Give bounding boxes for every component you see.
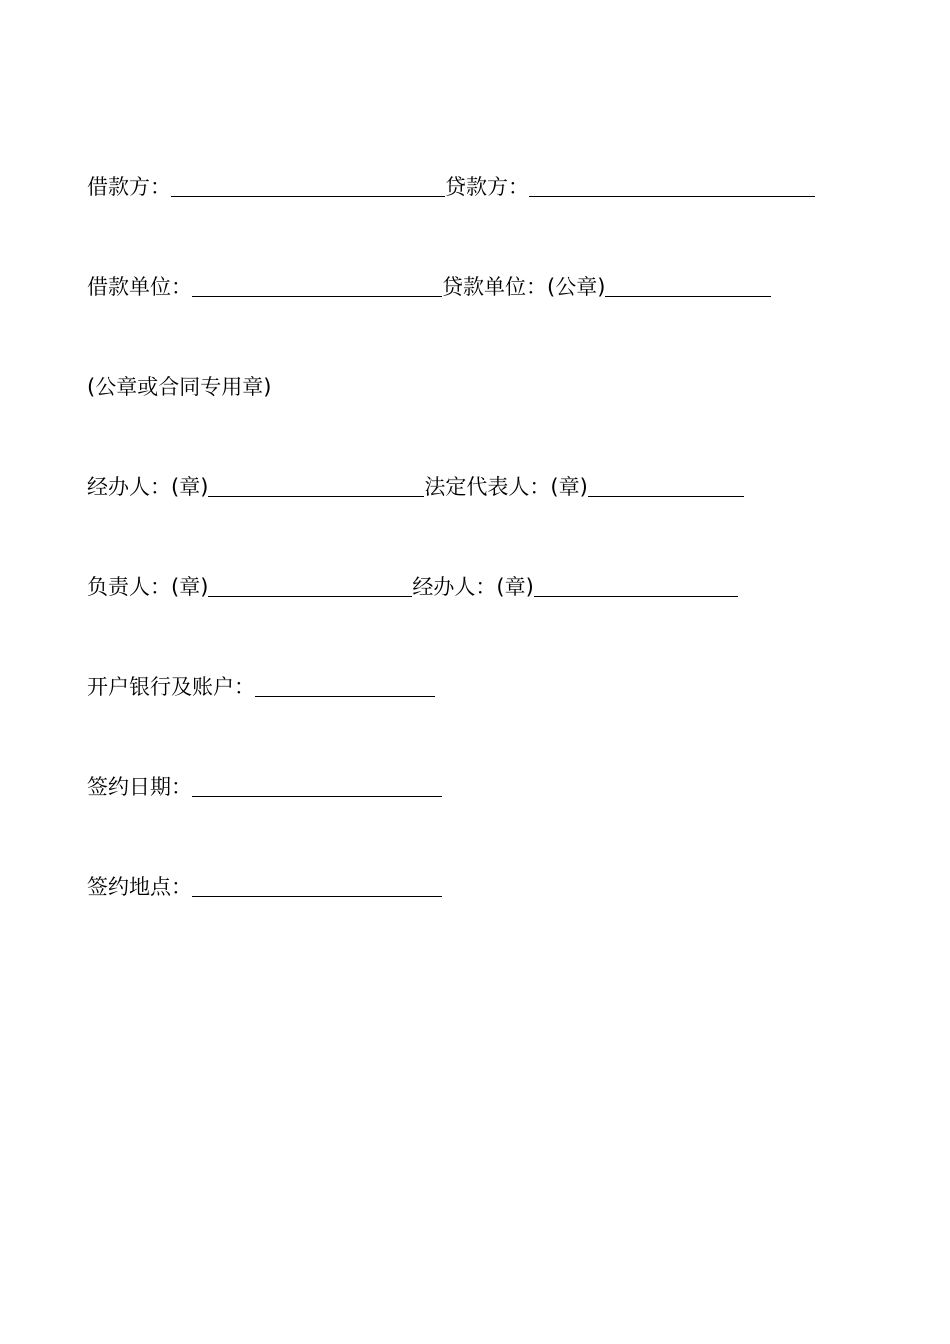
- sign-date-row: [87, 770, 442, 800]
- lender-agent-blank: [534, 574, 738, 597]
- responsible-blank: [208, 574, 412, 597]
- borrower-party-row: [87, 170, 815, 200]
- bank-account-label: 开户银行及账户：: [87, 675, 255, 699]
- sign-place-row: [87, 870, 442, 900]
- lender-agent-label: 经办人：(章): [412, 575, 534, 599]
- borrower-blank: [171, 174, 445, 197]
- borrower-unit-row: [87, 270, 771, 300]
- legal-rep-blank: [588, 474, 744, 497]
- lender-blank: [529, 174, 815, 197]
- responsible-agent-row: [87, 570, 738, 600]
- lender-label: 贷款方：: [445, 175, 529, 199]
- borrower-unit-blank: [192, 274, 442, 297]
- agent-blank: [208, 474, 424, 497]
- sign-date-label: 签约日期：: [87, 775, 192, 799]
- borrower-unit-label: 借款单位：: [87, 275, 192, 299]
- agent-label: 经办人：(章): [87, 475, 209, 499]
- legal-rep-label: 法定代表人：(章): [424, 475, 588, 499]
- seal-note-row: [87, 370, 271, 400]
- lender-unit-label: 贷款单位：(公章): [442, 275, 606, 299]
- sign-place-label: 签约地点：: [87, 875, 192, 899]
- sign-place-blank: [192, 874, 442, 897]
- lender-unit-blank: [605, 274, 771, 297]
- borrower-label: 借款方：: [87, 175, 171, 199]
- agent-legal-row: [87, 470, 744, 500]
- responsible-label: 负责人：(章): [87, 575, 209, 599]
- sign-date-blank: [192, 774, 442, 797]
- bank-account-row: [87, 670, 435, 700]
- bank-account-blank: [255, 674, 435, 697]
- seal-note: (公章或合同专用章): [87, 375, 272, 399]
